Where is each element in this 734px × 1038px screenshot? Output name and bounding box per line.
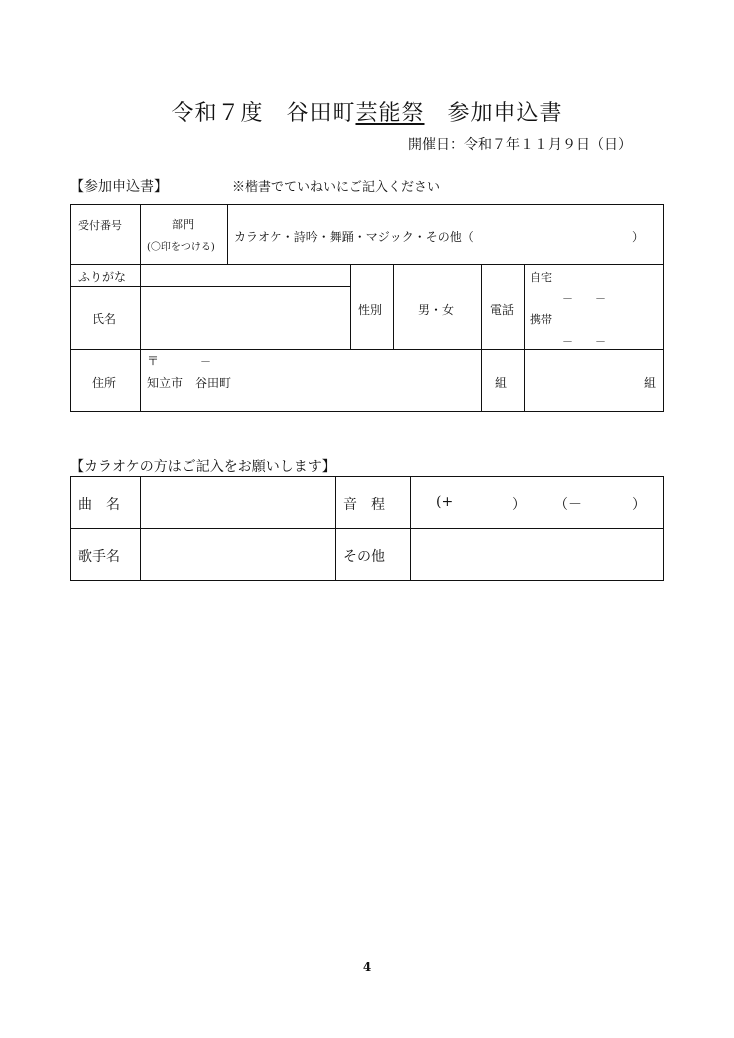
home-phone-dashes[interactable]: － －: [562, 292, 606, 305]
form-line: [350, 264, 351, 350]
title-prefix: 令和７度 谷田町: [171, 101, 356, 126]
event-date: 開催日：令和７年１１月９日（日）: [408, 137, 632, 153]
category-other-field[interactable]: [486, 222, 628, 246]
address-prefill: 知立市 谷田町: [147, 376, 232, 390]
furigana-field[interactable]: [141, 265, 349, 285]
category-other-close: ）: [632, 230, 645, 244]
gender-options[interactable]: 男・女: [418, 303, 455, 317]
home-phone-label: 自宅: [530, 271, 552, 284]
group-suffix: 組: [644, 376, 657, 390]
key-minus-close: ）: [632, 497, 646, 513]
key-plus-close: ）: [512, 497, 526, 513]
postal-dash: －: [200, 355, 211, 368]
mobile-phone-dashes[interactable]: － －: [562, 335, 606, 348]
form-line: [481, 264, 482, 412]
other-label: その他: [343, 549, 385, 565]
phone-label: 電話: [490, 303, 515, 317]
gender-label: 性別: [358, 303, 383, 317]
key-plus-open: (+: [436, 494, 454, 510]
furigana-label: ふりがな: [78, 270, 127, 284]
key-plus-field[interactable]: [456, 488, 510, 514]
key-minus-open: （－: [554, 497, 582, 513]
address-field[interactable]: [141, 350, 480, 411]
form-line: [335, 476, 336, 581]
singer-field[interactable]: [141, 529, 334, 580]
address-label: 住所: [92, 376, 117, 390]
group-label: 組: [495, 376, 508, 390]
form-line: [393, 264, 394, 350]
title-festival-name: 芸能祭: [355, 101, 425, 126]
postal-mark: 〒: [147, 354, 160, 368]
form-line: [227, 204, 228, 265]
page-number: 4: [362, 960, 372, 974]
category-label: 部門: [172, 218, 194, 231]
application-section-label: 【参加申込書】: [70, 179, 168, 195]
group-field[interactable]: [525, 350, 637, 411]
name-field[interactable]: [141, 287, 349, 348]
key-minus-field[interactable]: [586, 488, 630, 514]
document-title: [0, 96, 734, 127]
handwriting-note: ※楷書でていねいにご記入ください: [232, 180, 441, 195]
karaoke-section-label: 【カラオケの方はご記入をお願いします】: [70, 459, 336, 475]
singer-label: 歌手名: [78, 549, 120, 565]
category-hint: (〇印をつける): [147, 242, 215, 253]
reception-number-label: 受付番号: [78, 219, 122, 232]
key-label: 音 程: [343, 497, 385, 513]
category-options: カラオケ・詩吟・舞踊・マジック・その他（: [234, 230, 474, 244]
other-field[interactable]: [411, 529, 663, 580]
song-title-field[interactable]: [141, 477, 334, 527]
title-suffix: 参加申込書: [424, 101, 563, 126]
name-label: 氏名: [92, 312, 117, 326]
song-title-label: 曲 名: [78, 497, 120, 513]
mobile-phone-label: 携帯: [530, 313, 552, 326]
